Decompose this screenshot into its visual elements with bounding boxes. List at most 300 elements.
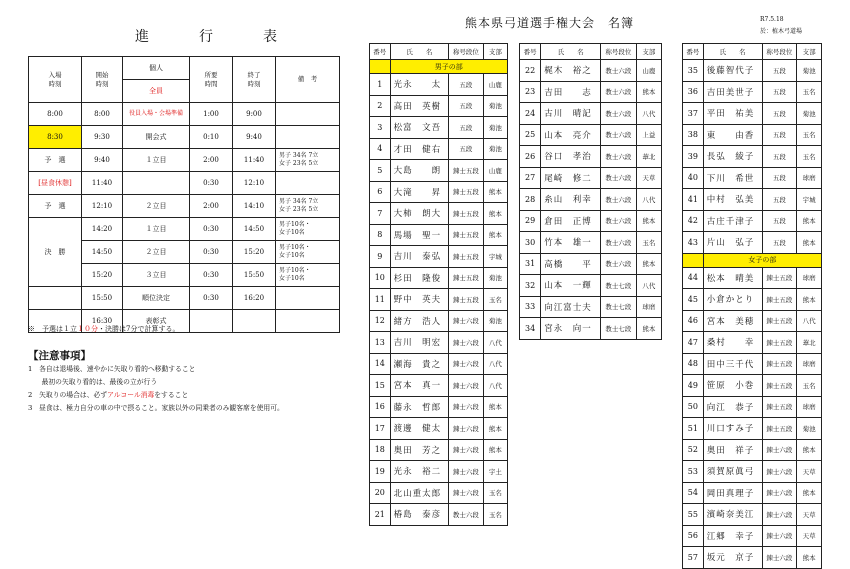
roster-branch: 熊本 [483, 203, 507, 225]
roster-no: 33 [520, 296, 541, 318]
roster-row [520, 296, 662, 318]
roster-row [370, 246, 508, 268]
roster-name: 坂元 京子 [703, 547, 762, 569]
end-time: 9:00 [233, 103, 276, 126]
roster-rank: 教士六段 [601, 210, 637, 232]
roster-branch: 八代 [483, 332, 507, 354]
roster-rank: 教士六段 [449, 504, 484, 526]
schedule-row [29, 195, 340, 218]
roster-no: 20 [370, 482, 391, 504]
roster-name: 濱崎奈美江 [703, 504, 762, 526]
roster-rank: 教士七段 [601, 275, 637, 297]
roster-name: 竹本 雄一 [541, 232, 601, 254]
roster-name: 田中三千代 [703, 353, 762, 375]
notice-line-2-text [28, 391, 188, 399]
roster-row [683, 189, 822, 211]
roster-name: 川口すみ子 [703, 418, 762, 440]
roster-rank: 錬士五段 [449, 181, 484, 203]
col-header-name: 氏 名 [541, 44, 601, 60]
end-time: 12:10 [233, 172, 276, 195]
roster-branch: 菊池 [797, 418, 822, 440]
col-header-no: 番号 [370, 44, 391, 60]
roster-rank: 錬士六段 [762, 461, 797, 483]
roster-no: 55 [683, 504, 704, 526]
roster-rank: 五段 [762, 189, 797, 211]
roster-table-women [682, 43, 822, 569]
roster-rank: 教士六段 [601, 124, 637, 146]
entry-time [29, 287, 82, 310]
roster-name: 宮本 美穂 [703, 310, 762, 332]
end-time: 16:20 [233, 287, 276, 310]
entry-time: [昼食休憩] [29, 172, 82, 195]
roster-no: 8 [370, 224, 391, 246]
roster-no: 42 [683, 210, 704, 232]
roster-branch: 天草 [797, 461, 822, 483]
roster-branch: 球磨 [797, 353, 822, 375]
roster-row [520, 232, 662, 254]
notice-line-2-post: をすること [154, 391, 189, 399]
header-individual: 個人 [123, 57, 190, 80]
roster-branch: 菊池 [483, 138, 507, 160]
roster-row [683, 146, 822, 168]
roster-date: R7.5.18 [760, 16, 784, 23]
roster-no: 17 [370, 418, 391, 440]
header-start-time: 開始 時刻 [82, 57, 123, 103]
roster-name: 後藤智代子 [703, 60, 762, 82]
roster-no: 27 [520, 167, 541, 189]
roster-name: 谷口 孝治 [541, 146, 601, 168]
start-time: 12:10 [82, 195, 123, 218]
roster-no: 19 [370, 461, 391, 483]
roster-branch: 玉名 [797, 81, 822, 103]
end-time: 11:40 [233, 149, 276, 172]
required-time: 1:00 [190, 103, 233, 126]
roster-no: 48 [683, 353, 704, 375]
roster-row [370, 482, 508, 504]
header-end-time: 終了 時刻 [233, 57, 276, 103]
roster-no: 16 [370, 396, 391, 418]
roster-row [683, 396, 822, 418]
roster-no: 29 [520, 210, 541, 232]
roster-branch: 菊池 [483, 95, 507, 117]
roster-rank: 錬士六段 [449, 396, 484, 418]
remarks: 男子 34名 7立 女子 23名 5立 [276, 149, 340, 172]
roster-name: 山本 一輝 [541, 275, 601, 297]
roster-no: 49 [683, 375, 704, 397]
event-name: 順位決定 [123, 287, 190, 310]
roster-rank: 錬士六段 [449, 310, 484, 332]
roster-name: 梶木 裕之 [541, 60, 601, 82]
roster-row [683, 504, 822, 526]
notice-alcohol: アルコール消毒 [107, 391, 155, 399]
entry-time: 予 選 [29, 149, 82, 172]
roster-branch: 熊本 [797, 289, 822, 311]
end-time: 9:40 [233, 126, 276, 149]
roster-name: 光永 太 [390, 74, 449, 96]
roster-branch: 天草 [797, 525, 822, 547]
roster-branch: 菊池 [797, 103, 822, 125]
roster-branch: 熊本 [636, 81, 661, 103]
schedule-header-row [29, 57, 340, 80]
roster-branch: 熊本 [797, 547, 822, 569]
roster-branch: 熊本 [797, 232, 822, 254]
roster-name: 長弘 綾子 [703, 146, 762, 168]
section-spacer [370, 60, 391, 74]
roster-branch: 菊池 [483, 267, 507, 289]
roster-name: 古庄千津子 [703, 210, 762, 232]
roster-row [683, 232, 822, 254]
roster-row [370, 138, 508, 160]
roster-rank: 錬士五段 [762, 289, 797, 311]
roster-row [683, 353, 822, 375]
col-header-branch: 支部 [636, 44, 661, 60]
roster-row [370, 224, 508, 246]
end-time [233, 310, 276, 333]
roster-no: 56 [683, 525, 704, 547]
event-name: ２立目 [123, 195, 190, 218]
required-time: 0:30 [190, 287, 233, 310]
roster-no: 40 [683, 167, 704, 189]
roster-no: 51 [683, 418, 704, 440]
roster-name: 大柿 朗大 [390, 203, 449, 225]
roster-branch: 熊本 [797, 210, 822, 232]
roster-branch: 宇城 [483, 246, 507, 268]
roster-row [370, 439, 508, 461]
roster-header-row [520, 44, 662, 60]
roster-name: 吉田美世子 [703, 81, 762, 103]
roster-name: 東 由香 [703, 124, 762, 146]
roster-rank: 錬士六段 [449, 482, 484, 504]
roster-row [683, 310, 822, 332]
roster-header-row [370, 44, 508, 60]
footnote-minutes: １０分 [77, 325, 98, 333]
roster-no: 37 [683, 103, 704, 125]
event-name: 開会式 [123, 126, 190, 149]
roster-row [370, 504, 508, 526]
roster-rank: 五段 [449, 117, 484, 139]
roster-rank: 五段 [762, 146, 797, 168]
notice-line-alcohol [28, 391, 188, 400]
roster-name: 江郷 幸子 [703, 525, 762, 547]
roster-name: 野中 英夫 [390, 289, 449, 311]
roster-name: 杉田 隆俊 [390, 267, 449, 289]
col-header-branch: 支部 [483, 44, 507, 60]
roster-no: 24 [520, 103, 541, 125]
roster-rank: 錬士五段 [449, 203, 484, 225]
roster-no: 46 [683, 310, 704, 332]
roster-name: 高橋 平 [541, 253, 601, 275]
remarks: 男子10名・ 女子10名 [276, 241, 340, 264]
roster-branch: 熊本 [483, 439, 507, 461]
roster-branch: 玉名 [797, 146, 822, 168]
roster-row [683, 375, 822, 397]
roster-name: 椿島 泰彦 [390, 504, 449, 526]
roster-branch: 山鹿 [483, 74, 507, 96]
roster-rank: 五段 [762, 210, 797, 232]
roster-name: 宮永 向一 [541, 318, 601, 340]
roster-no: 7 [370, 203, 391, 225]
roster-branch: 八代 [483, 375, 507, 397]
roster-name: 奥田 祥子 [703, 439, 762, 461]
roster-rank: 錬士五段 [762, 353, 797, 375]
roster-name: 下川 希世 [703, 167, 762, 189]
roster-row [683, 289, 822, 311]
event-name: ３立目 [123, 264, 190, 287]
roster-row [370, 310, 508, 332]
roster-no: 3 [370, 117, 391, 139]
roster-row [370, 203, 508, 225]
roster-name: 小倉かとり [703, 289, 762, 311]
roster-row [520, 275, 662, 297]
notice-line-2-pre: 2 矢取りの場合は、必ず [28, 391, 108, 399]
roster-rank: 錬士六段 [449, 418, 484, 440]
roster-no: 47 [683, 332, 704, 354]
men-section-label [370, 60, 508, 74]
event-name: 表彰式 [123, 310, 190, 333]
roster-branch: 天草 [797, 504, 822, 526]
roster-no: 38 [683, 124, 704, 146]
roster-name: 藤永 哲郎 [390, 396, 449, 418]
roster-name: 北山重太郎 [390, 482, 449, 504]
roster-row [683, 103, 822, 125]
roster-branch: 八代 [636, 103, 661, 125]
roster-rank: 教士七段 [601, 318, 637, 340]
roster-branch: 球磨 [636, 296, 661, 318]
roster-name: 吉川 明宏 [390, 332, 449, 354]
roster-row [683, 525, 822, 547]
roster-rank: 五段 [762, 232, 797, 254]
roster-row [370, 74, 508, 96]
roster-row [370, 332, 508, 354]
roster-rank: 錬士六段 [762, 547, 797, 569]
roster-branch: 熊本 [636, 253, 661, 275]
required-time: 0:10 [190, 126, 233, 149]
roster-branch: 玉名 [797, 375, 822, 397]
roster-name: 渡邊 健太 [390, 418, 449, 440]
roster-title: 熊本県弓道選手権大会 名簿 [465, 16, 635, 30]
col-header-name: 氏 名 [703, 44, 762, 60]
roster-no: 22 [520, 60, 541, 82]
roster-name: 宮本 真一 [390, 375, 449, 397]
section-spacer [683, 253, 704, 267]
roster-name: 笹原 小巻 [703, 375, 762, 397]
roster-no: 32 [520, 275, 541, 297]
roster-rank: 錬士五段 [449, 160, 484, 182]
section-label: 女子の部 [703, 253, 821, 267]
roster-name: 岡田真理子 [703, 482, 762, 504]
notice-line: 1 各自は退場後、速やかに矢取り看的へ移動すること [28, 365, 196, 373]
roster-row [683, 60, 822, 82]
roster-no: 31 [520, 253, 541, 275]
roster-rank: 五段 [449, 74, 484, 96]
roster-no: 36 [683, 81, 704, 103]
entry-time: 8:30 [29, 126, 82, 149]
roster-branch: 玉名 [483, 289, 507, 311]
roster-header-row [683, 44, 822, 60]
remarks [276, 172, 340, 195]
roster-row [683, 461, 822, 483]
roster-rank: 錬士六段 [762, 504, 797, 526]
roster-name: 尾崎 修二 [541, 167, 601, 189]
start-time: 9:30 [82, 126, 123, 149]
roster-row [520, 146, 662, 168]
roster-no: 30 [520, 232, 541, 254]
roster-row [683, 547, 822, 569]
roster-branch: 八代 [636, 189, 661, 211]
roster-rank: 錬士六段 [449, 439, 484, 461]
start-time: 15:20 [82, 264, 123, 287]
roster-name: 馬場 聖一 [390, 224, 449, 246]
roster-branch: 八代 [483, 353, 507, 375]
roster-name: 奥田 芳之 [390, 439, 449, 461]
roster-row [683, 439, 822, 461]
end-time: 14:10 [233, 195, 276, 218]
roster-no: 53 [683, 461, 704, 483]
roster-no: 54 [683, 482, 704, 504]
roster-branch: 八代 [797, 310, 822, 332]
remarks: 男子10名・ 女子10名 [276, 264, 340, 287]
roster-no: 10 [370, 267, 391, 289]
entry-time: 決 勝 [29, 218, 82, 287]
notice-line: 3 昼食は、極力自分の車の中で摂ること。家族以外の同乗者のみ観客席を使用可。 [28, 404, 284, 412]
roster-row [520, 103, 662, 125]
roster-row [520, 253, 662, 275]
roster-row [370, 353, 508, 375]
roster-row [683, 267, 822, 289]
roster-rank: 錬士六段 [449, 353, 484, 375]
roster-no: 44 [683, 267, 704, 289]
header-required-time: 所要 時間 [190, 57, 233, 103]
roster-no: 2 [370, 95, 391, 117]
roster-row [370, 267, 508, 289]
remarks [276, 103, 340, 126]
entry-time: 予 選 [29, 195, 82, 218]
roster-branch: 菊池 [483, 310, 507, 332]
roster-name: 平田 祐美 [703, 103, 762, 125]
notice-heading: 【注意事項】 [28, 350, 91, 362]
roster-no: 25 [520, 124, 541, 146]
roster-branch: 球磨 [797, 167, 822, 189]
roster-name: 山本 亮介 [541, 124, 601, 146]
roster-rank: 五段 [449, 95, 484, 117]
roster-no: 39 [683, 146, 704, 168]
roster-rank: 錬士六段 [762, 439, 797, 461]
remarks [276, 310, 340, 333]
footnote-prefix: ※ 予選は１立 [28, 325, 77, 333]
roster-branch: 熊本 [797, 482, 822, 504]
roster-branch: 葦北 [636, 146, 661, 168]
roster-branch: 熊本 [636, 210, 661, 232]
col-header-rank: 称号段位 [601, 44, 637, 60]
col-header-no: 番号 [520, 44, 541, 60]
roster-rank: 教士六段 [601, 81, 637, 103]
schedule-row [29, 103, 340, 126]
roster-branch: 熊本 [483, 396, 507, 418]
roster-name: 片山 弘子 [703, 232, 762, 254]
required-time: 2:00 [190, 195, 233, 218]
roster-rank: 錬士五段 [449, 267, 484, 289]
roster-branch: 宇土 [483, 461, 507, 483]
schedule-row [29, 287, 340, 310]
remarks [276, 287, 340, 310]
roster-row [683, 332, 822, 354]
header-all-members: 全員 [123, 80, 190, 103]
roster-name: 向江 恭子 [703, 396, 762, 418]
roster-no: 45 [683, 289, 704, 311]
roster-name: 瀬海 貴之 [390, 353, 449, 375]
roster-name: 松本 晴美 [703, 267, 762, 289]
start-time: 8:00 [82, 103, 123, 126]
roster-name: 松富 文吾 [390, 117, 449, 139]
roster-no: 18 [370, 439, 391, 461]
roster-name: 古川 晴記 [541, 103, 601, 125]
roster-branch: 八代 [636, 275, 661, 297]
roster-rank: 錬士六段 [449, 375, 484, 397]
roster-row [520, 189, 662, 211]
roster-table-men-2 [519, 43, 662, 340]
roster-row [370, 181, 508, 203]
roster-row [370, 117, 508, 139]
roster-rank: 五段 [449, 138, 484, 160]
required-time: 0:30 [190, 218, 233, 241]
roster-no: 34 [520, 318, 541, 340]
roster-row [683, 81, 822, 103]
roster-rank: 錬士六段 [449, 332, 484, 354]
roster-rank: 教士七段 [601, 296, 637, 318]
roster-name: 向江富士夫 [541, 296, 601, 318]
event-name: １立目 [123, 149, 190, 172]
roster-branch: 上益 [636, 124, 661, 146]
roster-branch: 球磨 [797, 267, 822, 289]
roster-name: 倉田 正博 [541, 210, 601, 232]
roster-name: 緒方 浩人 [390, 310, 449, 332]
roster-rank: 教士六段 [601, 253, 637, 275]
col-header-name: 氏 名 [390, 44, 449, 60]
entry-time: 8:00 [29, 103, 82, 126]
roster-name: 吉川 泰弘 [390, 246, 449, 268]
roster-branch: 熊本 [483, 224, 507, 246]
roster-rank: 教士六段 [601, 232, 637, 254]
roster-name: 糸山 利幸 [541, 189, 601, 211]
roster-name: 中村 弘美 [703, 189, 762, 211]
col-header-rank: 称号段位 [449, 44, 484, 60]
roster-no: 26 [520, 146, 541, 168]
roster-no: 6 [370, 181, 391, 203]
roster-no: 35 [683, 60, 704, 82]
roster-branch: 葦北 [797, 332, 822, 354]
roster-rank: 錬士五段 [449, 289, 484, 311]
header-remarks: 備 考 [276, 57, 340, 103]
start-time: 16:30 [82, 310, 123, 333]
roster-rank: 錬士五段 [762, 310, 797, 332]
roster-rank: 五段 [762, 124, 797, 146]
start-time: 11:40 [82, 172, 123, 195]
roster-no: 15 [370, 375, 391, 397]
roster-row [520, 318, 662, 340]
roster-no: 21 [370, 504, 391, 526]
roster-row [683, 124, 822, 146]
schedule-row [29, 218, 340, 241]
roster-branch: 熊本 [483, 418, 507, 440]
roster-branch: 玉名 [483, 482, 507, 504]
roster-rank: 教士六段 [601, 167, 637, 189]
roster-no: 1 [370, 74, 391, 96]
roster-rank: 錬士六段 [762, 525, 797, 547]
event-name: １立目 [123, 218, 190, 241]
roster-branch: 天草 [636, 167, 661, 189]
roster-rank: 錬士六段 [762, 482, 797, 504]
roster-row [370, 375, 508, 397]
